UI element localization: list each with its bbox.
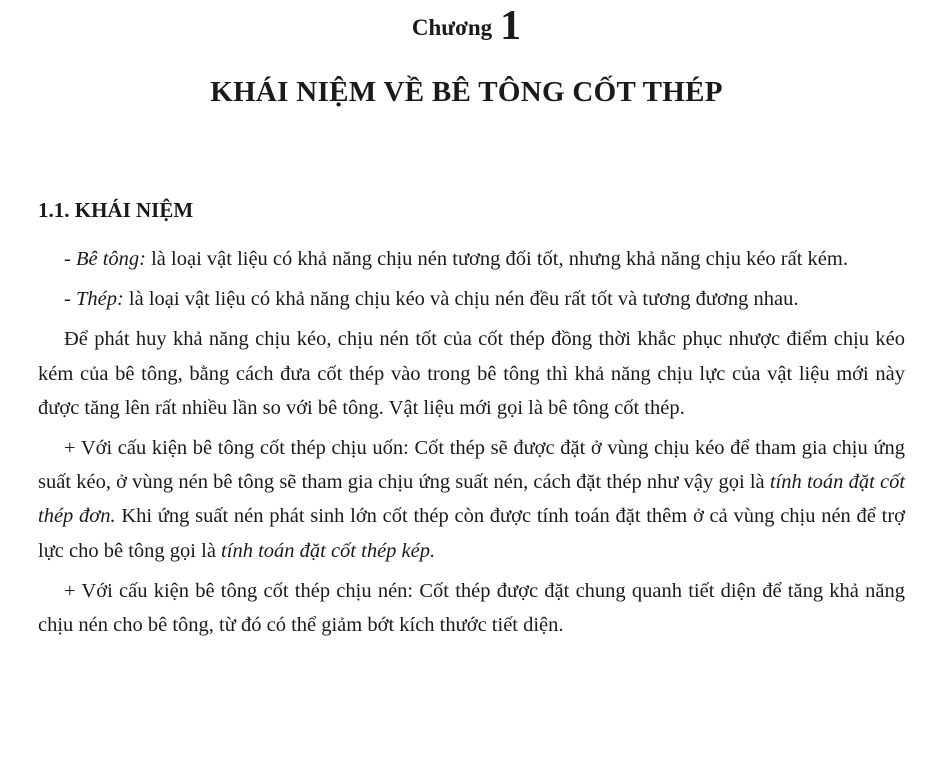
term-thep: - Thép: — [64, 288, 124, 311]
paragraph-text: Khi ứng suất nén phát sinh lớn cốt thép còn được tính toán đặt thêm ở cả vùng chịu nén để trợ lực cho bê tông gọi là — [38, 505, 905, 562]
term-cot-thep-kep: tính toán đặt cốt thép kép. — [221, 539, 436, 562]
chapter-label: Chương — [411, 15, 493, 40]
paragraph-chiu-nen: + Với cấu kiện bê tông cốt thép chịu nén: Cốt thép được đặt chung quanh tiết diện để tăng khả năng chịu nén cho bê tông, từ đó có thể giảm bớt kích thước tiết diện. — [38, 579, 905, 637]
chapter-title: KHÁI NIỆM VỀ BÊ TÔNG CỐT THÉP — [210, 76, 723, 108]
paragraph-ket-hop: Để phát huy khả năng chịu kéo, chịu nén tốt của cốt thép đồng thời khắc phục nhược điểm chịu kéo kém của bê tông, bằng cách đưa cốt thép vào trong bê tông thì khả năng chịu lực của vật liệu mới này được tăng lên rất nhiều lần so với bê tông. Vật liệu mới gọi là bê tông cốt thép. — [38, 328, 905, 419]
term-cot-thep-don: tính toán đặt cốt thép đơn. — [38, 471, 906, 528]
chapter-heading — [0, 3, 933, 49]
paragraph-thep — [38, 282, 905, 316]
section-heading: 1.1. KHÁI NIỆM — [38, 198, 194, 222]
term-be-tong: - Bê tông: — [64, 248, 146, 270]
paragraph-text: là loại vật liệu có khả năng chịu nén tương đối tốt, nhưng khả năng chịu kéo rất kém. — [145, 248, 848, 270]
paragraph-chiu-uon — [38, 431, 905, 568]
paragraph-text: + Với cấu kiện bê tông cốt thép chịu uốn: Cốt thép sẽ được đặt ở vùng chịu kéo để tham gia chịu ứng suất kéo, ở vùng nén bê tông sẽ tham gia chịu ứng suất nén, cách đặt thép như vậy gọi là — [38, 437, 905, 494]
body-text — [38, 242, 905, 642]
paragraph-text: là loại vật liệu có khả năng chịu kéo và chịu nén đều rất tốt và tương đương nhau. — [123, 288, 799, 311]
chapter-number: 1 — [500, 3, 522, 49]
paragraph-be-tong — [38, 242, 905, 276]
